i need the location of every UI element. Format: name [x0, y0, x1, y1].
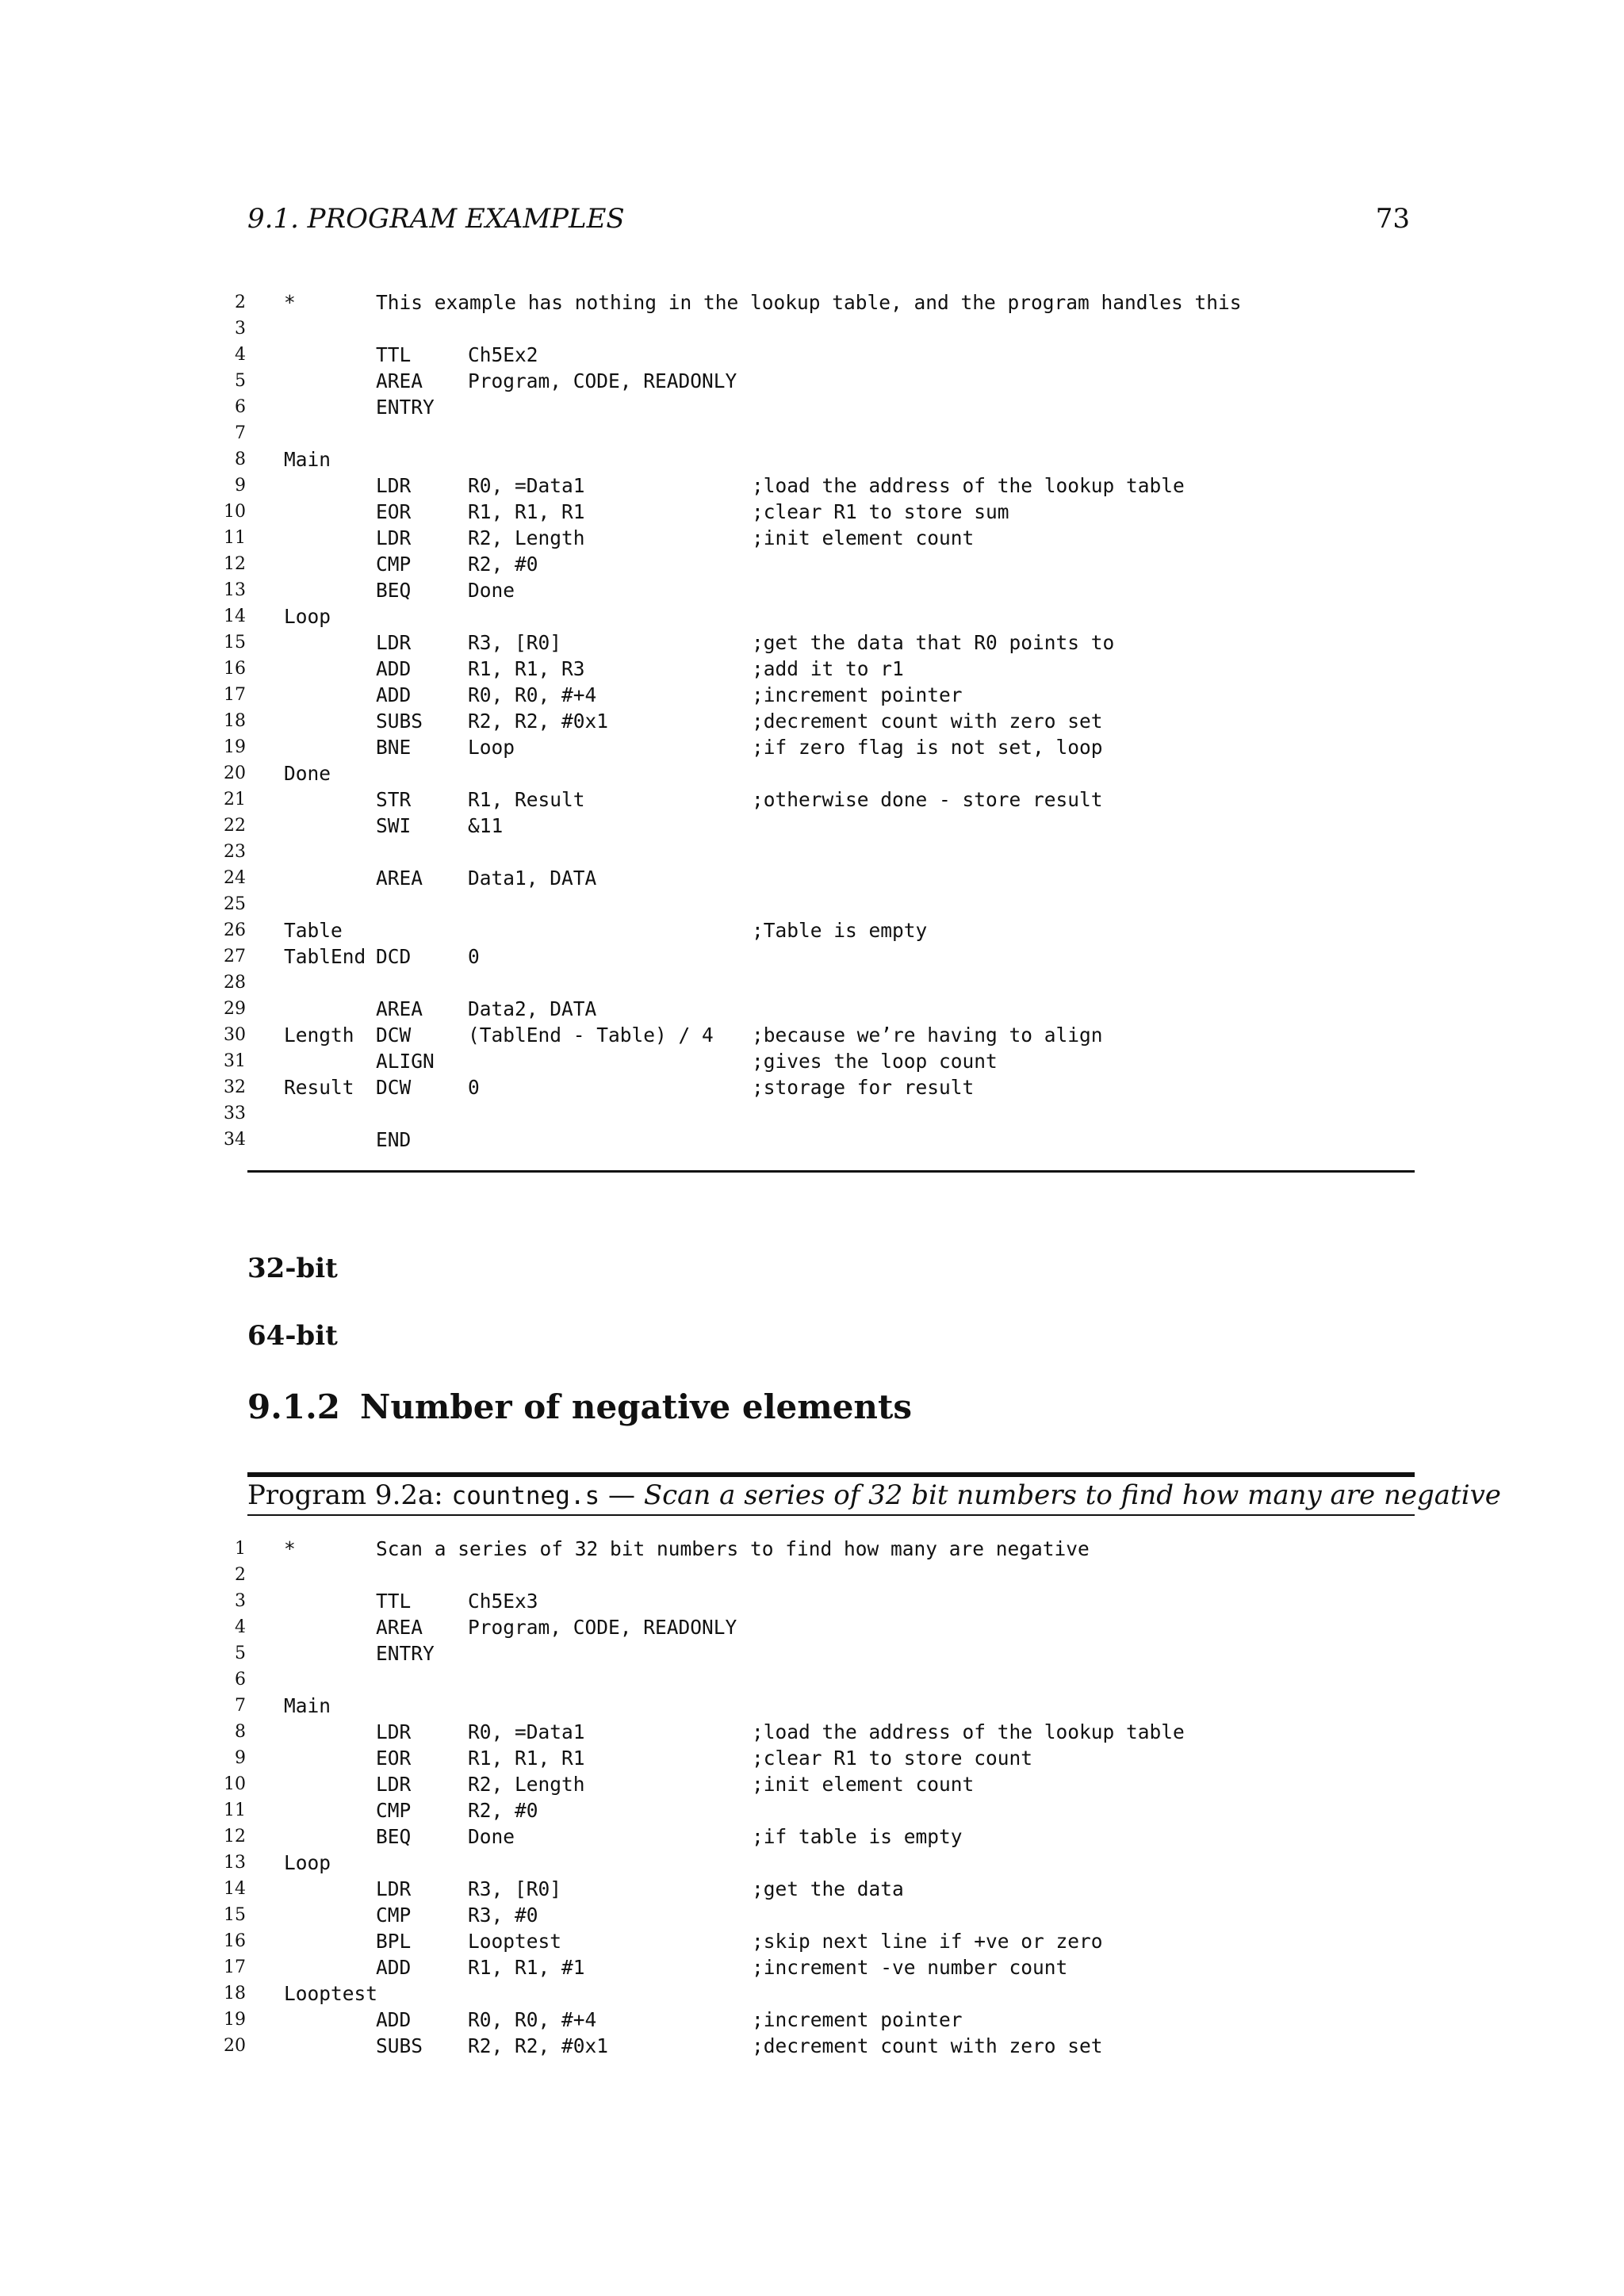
code-line: [214, 629, 1419, 656]
code-operands: R2, R2, #0x1: [468, 710, 609, 733]
code-comment: ;because we’re having to align: [752, 1024, 1103, 1047]
code-operands: R0, =Data1: [468, 1720, 585, 1743]
code-line: [214, 1022, 1419, 1048]
section-heading: [247, 1387, 912, 1426]
code-line: [214, 446, 1419, 473]
line-number: 3: [235, 1591, 246, 1611]
caption-dash: —: [599, 1479, 644, 1511]
code-line: [214, 420, 1419, 446]
code-comment: ;clear R1 to store sum: [752, 500, 1009, 523]
code-label: Looptest: [284, 1982, 378, 2005]
code-comment: ;if table is empty: [752, 1825, 963, 1848]
code-operands: 0: [468, 1076, 480, 1099]
code-line: [214, 577, 1419, 603]
line-number: 12: [224, 1827, 246, 1846]
heading-32-bit: 32-bit: [247, 1253, 338, 1284]
code-opcode: CMP: [376, 1799, 412, 1822]
line-number: 18: [224, 1984, 246, 2003]
code-opcode: EOR: [376, 500, 412, 523]
code-opcode: TTL: [376, 343, 412, 366]
code-comment: ;otherwise done - store result: [752, 788, 1103, 811]
code-line: [214, 996, 1419, 1022]
code-opcode: CMP: [376, 553, 412, 576]
code-line: [214, 1823, 1419, 1850]
caption-filename: countneg.s: [451, 1482, 600, 1510]
line-number: 17: [224, 1957, 246, 1977]
code-line: [214, 316, 1419, 342]
code-line: [214, 1928, 1419, 1954]
code-line: [214, 1074, 1419, 1100]
code-line: [214, 473, 1419, 499]
code-line: [214, 551, 1419, 577]
code-label: Done: [284, 762, 331, 785]
code-opcode: TTL: [376, 1590, 412, 1613]
line-number: 3: [235, 319, 246, 339]
code-label: Main: [284, 448, 331, 471]
code-operands: R0, =Data1: [468, 474, 585, 497]
code-comment: ;decrement count with zero set: [752, 710, 1103, 733]
code-line: [214, 656, 1419, 682]
code-operands: (TablEnd - Table) / 4: [468, 1024, 714, 1047]
line-number: 7: [235, 423, 246, 443]
code-line: [214, 970, 1419, 996]
code-line: [214, 865, 1419, 891]
line-number: 23: [224, 842, 246, 862]
line-number: 2: [235, 1565, 246, 1585]
line-number: 8: [235, 450, 246, 469]
code-line: [214, 1048, 1419, 1074]
code-line: [214, 1693, 1419, 1719]
code-operands: Data1, DATA: [468, 867, 597, 890]
code-opcode: END: [376, 1128, 412, 1151]
line-number: 15: [224, 1905, 246, 1925]
line-number: 10: [224, 502, 246, 522]
code-opcode: BEQ: [376, 579, 412, 602]
caption-top-rule: [247, 1472, 1415, 1477]
code-comment: ;skip next line if +ve or zero: [752, 1930, 1103, 1953]
code-comment: ;increment -ve number count: [752, 1956, 1068, 1979]
code-opcode: LDR: [376, 1720, 412, 1743]
code-operands: R0, R0, #+4: [468, 2008, 597, 2031]
section-number: 9.1.2: [247, 1387, 340, 1426]
code-label: *: [284, 291, 296, 314]
code-operands: &11: [468, 814, 504, 837]
code-operands: Data2, DATA: [468, 997, 597, 1020]
line-number: 17: [224, 685, 246, 705]
line-number: 12: [224, 554, 246, 574]
code-label: TablEnd: [284, 945, 366, 968]
code-operands: Loop: [468, 736, 515, 759]
code-label: Result: [284, 1076, 354, 1099]
code-operands: Looptest: [468, 1930, 562, 1953]
code-comment: ;add it to r1: [752, 657, 904, 680]
code-operands: R3, #0: [468, 1904, 538, 1927]
code-line: [214, 499, 1419, 525]
code-comment: ;clear R1 to store count: [752, 1747, 1033, 1770]
line-number: 26: [224, 920, 246, 940]
code-operands: Done: [468, 1825, 515, 1848]
code-line: [214, 1640, 1419, 1667]
line-number: 6: [235, 1670, 246, 1689]
code-line: [214, 1100, 1419, 1127]
code-opcode: LDR: [376, 631, 412, 654]
code-operands: R1, R1, #1: [468, 1956, 585, 1979]
code-comment: ;storage for result: [752, 1076, 975, 1099]
code-opcode: SWI: [376, 814, 412, 837]
code-line: [214, 289, 1419, 316]
code-opcode: ADD: [376, 1956, 412, 1979]
line-number: 11: [224, 528, 246, 548]
code-comment: ;init element count: [752, 526, 975, 549]
code-label: *: [284, 1537, 296, 1560]
code-line: [214, 1588, 1419, 1614]
code-opcode: ADD: [376, 2008, 412, 2031]
code-opcode: LDR: [376, 1877, 412, 1900]
code-line: [214, 1667, 1419, 1693]
code-line: [214, 943, 1419, 970]
code-comment: ;init element count: [752, 1773, 975, 1796]
code-label: Loop: [284, 605, 331, 628]
line-number: 20: [224, 763, 246, 783]
code-line: [214, 813, 1419, 839]
code-operands: R1, R1, R3: [468, 657, 585, 680]
line-number: 5: [235, 1644, 246, 1663]
code-line: [214, 1614, 1419, 1640]
code-operands: R2, #0: [468, 553, 538, 576]
line-number: 13: [224, 580, 246, 600]
caption-bottom-rule: [247, 1514, 1415, 1516]
line-number: 29: [224, 999, 246, 1019]
code-opcode: ENTRY: [376, 1642, 435, 1665]
code-opcode: BPL: [376, 1930, 412, 1953]
code-line: [214, 1902, 1419, 1928]
line-number: 30: [224, 1025, 246, 1045]
line-number: 27: [224, 947, 246, 966]
code-opcode: SUBS: [376, 2034, 423, 2057]
code-comment: ;decrement count with zero set: [752, 2034, 1103, 2057]
running-head-title: 9.1. PROGRAM EXAMPLES: [247, 203, 625, 235]
line-number: 19: [224, 737, 246, 757]
code-opcode: ENTRY: [376, 396, 435, 419]
line-number: 9: [235, 476, 246, 496]
code-line: [214, 760, 1419, 786]
line-number: 15: [224, 633, 246, 652]
code-line: [214, 1797, 1419, 1823]
code-opcode: AREA: [376, 1616, 423, 1639]
code-comment-text: Scan a series of 32 bit numbers to find how many are negative: [376, 1537, 1090, 1560]
code-opcode: DCW: [376, 1076, 412, 1099]
code-line: [214, 1127, 1419, 1153]
line-number: 31: [224, 1051, 246, 1071]
code-operands: Done: [468, 579, 515, 602]
code-line: [214, 342, 1419, 368]
code-opcode: LDR: [376, 526, 412, 549]
line-number: 5: [235, 371, 246, 391]
code-line: [214, 394, 1419, 420]
code-line: [214, 1954, 1419, 1980]
line-number: 14: [224, 1879, 246, 1899]
section-title: Number of negative elements: [360, 1387, 912, 1426]
code-listing-countneg: [214, 1536, 1419, 2059]
code-listing-ch5ex2: [214, 289, 1419, 1154]
code-operands: R1, R1, R1: [468, 1747, 585, 1770]
line-number: 1: [235, 1539, 246, 1559]
code-line: [214, 1980, 1419, 2007]
code-line: [214, 682, 1419, 708]
caption-prefix: Program 9.2a:: [247, 1479, 452, 1511]
code-opcode: AREA: [376, 997, 423, 1020]
code-comment-text: This example has nothing in the lookup table, and the program handles this: [376, 291, 1242, 314]
code-comment: ;get the data that R0 points to: [752, 631, 1115, 654]
code-line: [214, 368, 1419, 394]
line-number: 9: [235, 1748, 246, 1768]
code-line: [214, 1719, 1419, 1745]
program-caption: [247, 1479, 1501, 1511]
line-number: 33: [224, 1104, 246, 1123]
code-line: [214, 917, 1419, 943]
line-number: 16: [224, 659, 246, 679]
code-operands: R1, R1, R1: [468, 500, 585, 523]
code-operands: Ch5Ex3: [468, 1590, 538, 1613]
code-comment: ;load the address of the lookup table: [752, 1720, 1185, 1743]
code-opcode: BNE: [376, 736, 412, 759]
code-line: [214, 525, 1419, 551]
line-number: 25: [224, 894, 246, 914]
code-opcode: SUBS: [376, 710, 423, 733]
code-operands: 0: [468, 945, 480, 968]
code-operands: R2, #0: [468, 1799, 538, 1822]
line-number: 11: [224, 1800, 246, 1820]
line-number: 32: [224, 1077, 246, 1097]
line-number: 24: [224, 868, 246, 888]
line-number: 8: [235, 1722, 246, 1742]
line-number: 2: [235, 293, 246, 312]
code-comment: ;gives the loop count: [752, 1050, 998, 1073]
line-number: 4: [235, 1617, 246, 1637]
code-opcode: CMP: [376, 1904, 412, 1927]
line-number: 20: [224, 2036, 246, 2056]
code-line: [214, 1876, 1419, 1902]
code-operands: R3, [R0]: [468, 1877, 562, 1900]
code-opcode: AREA: [376, 369, 423, 392]
code-opcode: AREA: [376, 867, 423, 890]
code-label: Table: [284, 919, 343, 942]
code-line: [214, 1850, 1419, 1876]
line-number: 4: [235, 345, 246, 365]
code-comment: ;if zero flag is not set, loop: [752, 736, 1103, 759]
code-line: [214, 603, 1419, 629]
line-number: 13: [224, 1853, 246, 1873]
code-comment: ;increment pointer: [752, 2008, 963, 2031]
code-comment: ;get the data: [752, 1877, 904, 1900]
code-opcode: ALIGN: [376, 1050, 435, 1073]
code-operands: R2, Length: [468, 1773, 585, 1796]
code-opcode: ADD: [376, 657, 412, 680]
code-line: [214, 839, 1419, 865]
page-number: 73: [1375, 203, 1410, 235]
line-number: 22: [224, 816, 246, 836]
code-opcode: ADD: [376, 683, 412, 706]
line-number: 7: [235, 1696, 246, 1716]
line-number: 16: [224, 1931, 246, 1951]
code-operands: R2, R2, #0x1: [468, 2034, 609, 2057]
code-opcode: DCW: [376, 1024, 412, 1047]
code-line: [214, 1771, 1419, 1797]
caption-description: Scan a series of 32 bit numbers to find how many are negative: [643, 1479, 1501, 1511]
code-operands: Ch5Ex2: [468, 343, 538, 366]
code-label: Main: [284, 1694, 331, 1717]
code-opcode: EOR: [376, 1747, 412, 1770]
code-opcode: BEQ: [376, 1825, 412, 1848]
code-operands: R2, Length: [468, 526, 585, 549]
line-number: 28: [224, 973, 246, 993]
line-number: 21: [224, 790, 246, 809]
code-line: [214, 2033, 1419, 2059]
code-operands: Program, CODE, READONLY: [468, 1616, 737, 1639]
line-number: 19: [224, 2010, 246, 2030]
code-opcode: DCD: [376, 945, 412, 968]
line-number: 34: [224, 1130, 246, 1150]
code-line: [214, 891, 1419, 917]
code-line: [214, 1536, 1419, 1562]
code-line: [214, 708, 1419, 734]
code-operands: Program, CODE, READONLY: [468, 369, 737, 392]
line-number: 18: [224, 711, 246, 731]
code-comment: ;increment pointer: [752, 683, 963, 706]
listing-bottom-rule: [247, 1170, 1415, 1173]
running-head: [247, 203, 1410, 241]
line-number: 14: [224, 607, 246, 626]
line-number: 6: [235, 397, 246, 417]
code-operands: R0, R0, #+4: [468, 683, 597, 706]
code-operands: R3, [R0]: [468, 631, 562, 654]
line-number: 10: [224, 1774, 246, 1794]
code-label: Length: [284, 1024, 354, 1047]
code-opcode: STR: [376, 788, 412, 811]
code-line: [214, 786, 1419, 813]
code-line: [214, 2007, 1419, 2033]
code-label: Loop: [284, 1851, 331, 1874]
heading-64-bit: 64-bit: [247, 1320, 338, 1352]
code-opcode: LDR: [376, 1773, 412, 1796]
code-opcode: LDR: [376, 474, 412, 497]
code-line: [214, 734, 1419, 760]
code-comment: ;Table is empty: [752, 919, 928, 942]
code-comment: ;load the address of the lookup table: [752, 474, 1185, 497]
code-line: [214, 1745, 1419, 1771]
code-line: [214, 1562, 1419, 1588]
code-operands: R1, Result: [468, 788, 585, 811]
